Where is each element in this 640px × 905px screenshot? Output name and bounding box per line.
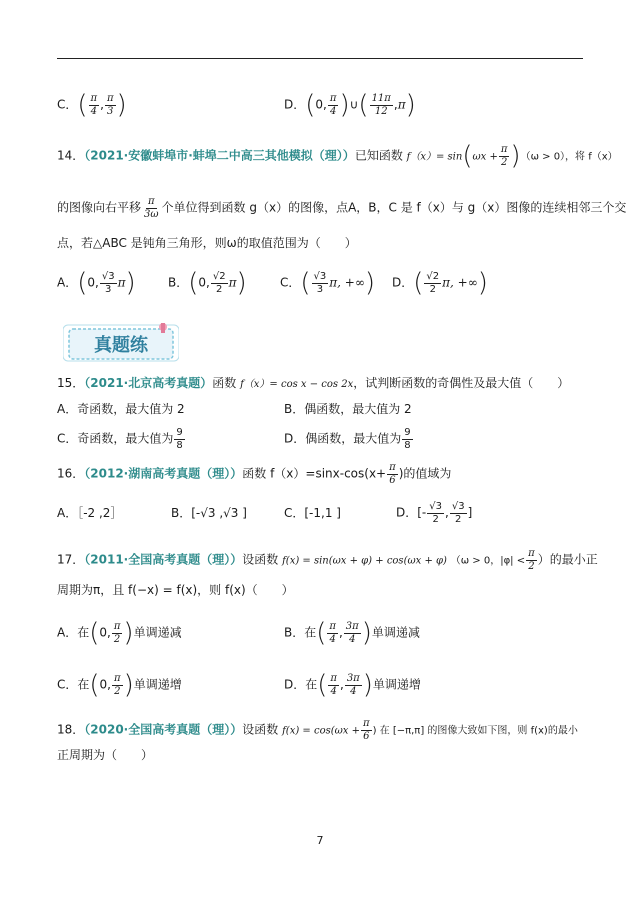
q15-source: （2021·北京高考真题）	[84, 376, 213, 390]
q16-option-d: D．[- $\frac{√3}{2}$ , $\frac{√3}{2}$ ]	[396, 501, 473, 525]
q14-option-a: A．(0, $\frac{√3}{3}$ π)	[57, 268, 136, 298]
q16-source: （2012·湖南高考真题（理））	[84, 466, 243, 481]
q15-option-d: D．偶函数，最大值为 $\frac{9}{8}$	[284, 427, 411, 451]
q17-line2: 周期为π，且 f(−x) = f(x)，则 f(x)（ ）	[57, 583, 294, 597]
header-rule	[57, 58, 583, 59]
q16-option-c: C．[-1,1 ]	[284, 506, 341, 520]
q14-option-c: C．( $\frac{√3}{3}$ π, +∞)	[280, 268, 376, 298]
q13-option-c: C．( $\frac{\pi}{4}$ , $\frac{\pi}{3}$ )	[57, 90, 127, 120]
q15-option-c: C．奇函数，最大值为 $\frac{9}{8}$	[57, 427, 183, 451]
q16-option-a: A．［-2 ,2］	[57, 506, 123, 520]
section-banner	[63, 323, 179, 363]
q14-line1: 14．（2021·安徽蚌埠市·蚌埠二中高三其他模拟（理））已知函数 f（x）= sin(ωx + $\frac{\pi}{2}$ )（ω > 0），将 f（x）	[57, 141, 618, 171]
q17-source: （2011·全国高考真题（理））	[84, 552, 243, 567]
q16-option-b: B．[-√3 ,√3 ]	[171, 506, 247, 520]
q18-source: （2020·全国高考真题（理））	[84, 722, 243, 737]
q17-option-c: C．在(0, $\frac{\pi}{2}$ )单调递增	[57, 670, 182, 700]
q14-line3: 点，若△ABC 是钝角三角形，则ω的取值范围为（ ）	[57, 236, 357, 250]
q14-source: （2021·安徽蚌埠市·蚌埠二中高三其他模拟（理））	[84, 148, 355, 163]
page-number: 7	[316, 834, 324, 847]
q15-line1: 15．（2021·北京高考真题）函数 f（x）= cos x − cos 2x，试判断函数的奇偶性及最大值（ ）	[57, 376, 570, 390]
q15-option-a: A．奇函数，最大值为 2	[57, 402, 185, 416]
q17-option-d: D．在( $\frac{\pi}{4}$ , $\frac{3\pi}{4}$ )单调递增	[284, 670, 421, 700]
q17-option-a: A．在(0, $\frac{\pi}{2}$ )单调递减	[57, 618, 182, 648]
banner-text: 真题练	[94, 335, 148, 356]
q17-line1: 17．（2011·全国高考真题（理））设函数 f(x) = sin(ωx + φ) + cos(ωx + φ) （ω > 0，|φ| < $\frac{\pi}{2}$ ）的最小正	[57, 548, 598, 572]
q15-option-b: B．偶函数，最大值为 2	[284, 402, 412, 416]
q17-option-b: B．在( $\frac{\pi}{4}$ , $\frac{3\pi}{4}$ )单调递减	[284, 618, 420, 648]
q16-line1: 16．（2012·湖南高考真题（理））函数 f（x）=sinx-cos(x+ $\frac{\pi}{6}$ )的值域为	[57, 462, 452, 486]
q14-option-b: B．(0, $\frac{√2}{2}$ π)	[168, 268, 247, 298]
q18-line2: 正周期为（ ）	[57, 748, 154, 762]
q14-line2: 的图像向右平移 $\frac{\pi}{3\omega}$ 个单位得到函数 g（x）的图像，点A，B，C 是 f（x）与 g（x）图像的连续相邻三个交	[57, 196, 627, 220]
q14-option-d: D．( $\frac{√2}{2}$ π, +∞)	[392, 268, 488, 298]
q18-line1: 18．（2020·全国高考真题（理））设函数 f(x) = cos(ωx + $\frac{\pi}{6}$ ) 在 [−π,π] 的图像大致如下图，则 f(x)的最小	[57, 718, 578, 742]
q13-option-d: D．(0, $\frac{\pi}{4}$ )∪( $\frac{11\pi}{12}$ ,π)	[284, 90, 416, 120]
